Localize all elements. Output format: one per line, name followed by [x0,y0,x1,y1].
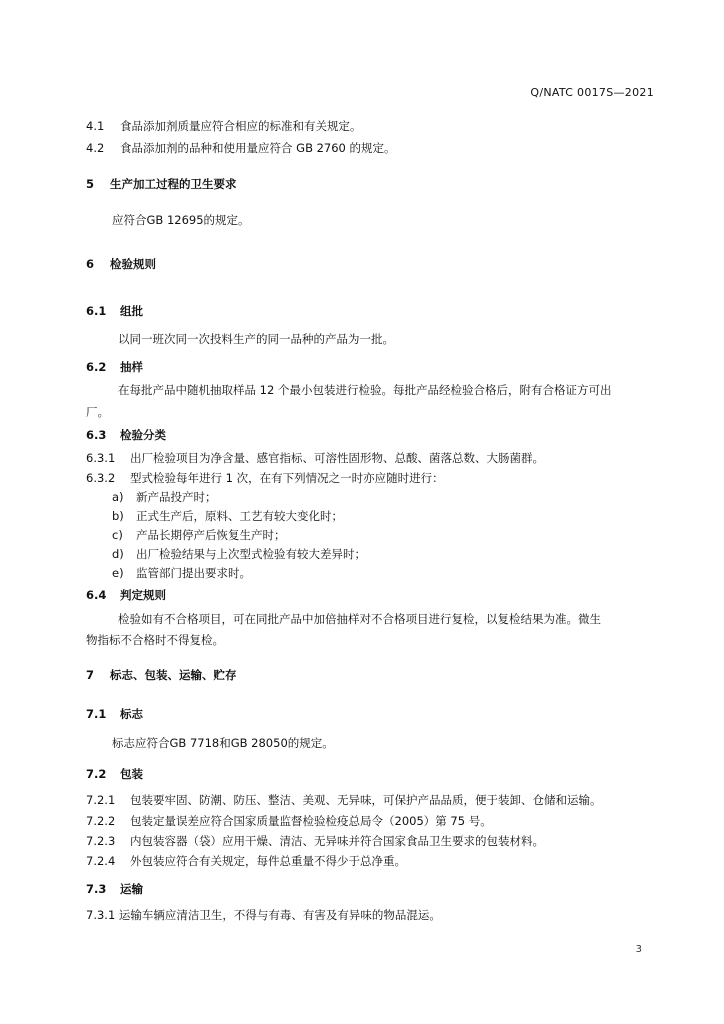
clause-text: 在每批产品中随机抽取样品 12 个最小包装进行检验。每批产品经检验合格后，附有合格证方可出 [118,383,612,397]
clause-number: 6.1 [86,304,107,318]
clause-number: 7.2.1 [86,793,116,807]
clause-number: e) [112,566,124,580]
clause-text: 食品添加剂质量应符合相应的标准和有关规定。 [120,119,362,133]
section-heading [86,176,237,192]
clause-text: 抽样 [120,360,143,374]
clause-text: 食品添加剂的品种和使用量应符合 GB 2760 的规定。 [120,141,396,155]
clause-number: 6 [86,257,95,271]
clause-text: 出厂检验项目为净含量、感官指标、可溶性固形物、总酸、菌落总数、大肠菌群。 [130,451,544,465]
clause-text: 标志应符合GB 7718和GB 28050的规定。 [112,736,334,750]
clause-number: a) [112,490,124,504]
clause-number: b) [112,509,124,523]
clause-text: 应符合GB 12695的规定。 [112,213,250,227]
text-line [118,611,601,627]
clause-text: 新产品投产时； [136,490,217,504]
section-heading [86,587,166,603]
clause-number: 6.3.2 [86,471,116,485]
clause-text: 厂。 [86,405,109,419]
clause-number: 6.3.1 [86,451,116,465]
clause-number: 7.2.2 [86,814,116,828]
clause-text: 检验规则 [110,257,156,271]
clause-number: 6.3 [86,428,107,442]
section-heading [86,706,143,722]
section-heading [86,303,143,319]
clause-number: 7 [86,668,95,682]
clause-number: 7.1 [86,707,107,721]
section-heading [86,667,237,683]
clause-text: 包装定量误差应符合国家质量监督检验检疫总局令（2005）第 75 号。 [130,814,492,828]
clause-text: 生产加工过程的卫生要求 [110,177,237,191]
text-line [112,527,286,543]
clause-text: 物指标不合格时不得复检。 [86,633,224,647]
text-line [86,404,109,420]
clause-text: 7.3.1 运输车辆应清洁卫生，不得与有毒、有害及有异味的物品混运。 [86,908,441,922]
clause-number: 6.2 [86,360,107,374]
clause-text: 标志 [120,707,143,721]
clause-number: 7.2.3 [86,834,116,848]
clause-number: 4.2 [86,141,105,155]
clause-text: 监管部门提出要求时。 [136,566,251,580]
clause-number: d) [112,547,124,561]
clause-text: 正式生产后，原料、工艺有较大变化时； [136,509,343,523]
clause-number: 5 [86,177,95,191]
clause-text: 以同一班次同一次投料生产的同一品种的产品为一批。 [118,332,394,346]
text-line [86,792,602,808]
text-line [86,632,224,648]
text-line [118,382,611,398]
text-line [112,508,343,524]
clause-text: 检验分类 [120,428,166,442]
document-code-header: Q/NATC 0017S—2021 [530,86,654,99]
section-heading [86,766,143,782]
clause-text: 组批 [120,304,143,318]
clause-number: 4.1 [86,119,105,133]
text-line [86,118,362,134]
clause-number: 7.2 [86,767,107,781]
clause-text: 包装 [120,767,143,781]
clause-text: 产品长期停产后恢复生产时； [136,528,286,542]
page-number: 3 [635,944,642,955]
text-line [112,489,217,505]
text-line [112,565,251,581]
section-heading [86,359,143,375]
text-line [86,470,444,486]
section-heading [86,256,156,272]
clause-text: 包装要牢固、防潮、防压、整洁、美观、无异味，可保护产品品质，便于装卸、仓储和运输。 [130,793,602,807]
text-line [112,212,250,228]
text-line [86,853,406,869]
clause-text: 外包装应符合有关规定，每件总重量不得少于总净重。 [130,854,406,868]
text-line [112,546,366,562]
text-line [118,331,394,347]
clause-number: 7.3 [86,882,107,896]
clause-number: c) [112,528,123,542]
text-line [86,833,544,849]
text-line [112,735,334,751]
text-line [86,907,441,923]
clause-text: 判定规则 [120,588,166,602]
clause-number: 7.2.4 [86,854,116,868]
clause-text: 型式检验每年进行 1 次，在有下列情况之一时亦应随时进行： [130,471,444,485]
clause-number: 6.4 [86,588,107,602]
clause-text: 出厂检验结果与上次型式检验有较大差异时； [136,547,366,561]
clause-text: 运输 [120,882,143,896]
clause-text: 标志、包装、运输、贮存 [110,668,237,682]
text-line [86,450,544,466]
clause-text: 检验如有不合格项目，可在同批产品中加倍抽样对不合格项目进行复检，以复检结果为准。微生 [118,612,601,626]
section-heading [86,881,143,897]
text-line [86,140,396,156]
text-line [86,813,492,829]
clause-text: 内包装容器（袋）应用干燥、清洁、无异味并符合国家食品卫生要求的包装材料。 [130,834,544,848]
section-heading [86,427,166,443]
